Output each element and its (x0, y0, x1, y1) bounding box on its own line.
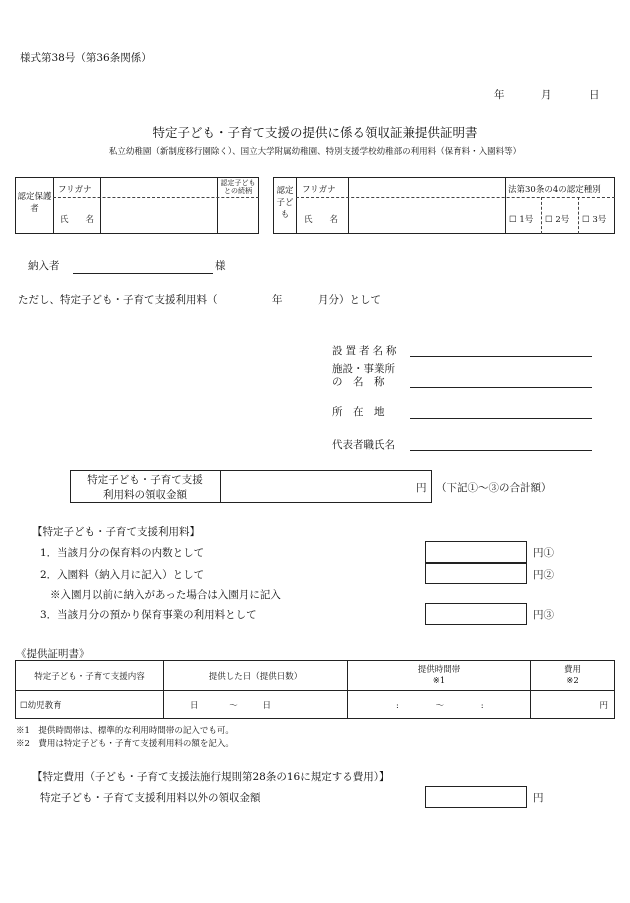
service-note-2: ※2 費用は特定子ども・子育て支援利用料の額を記入。 (16, 739, 234, 749)
guardian-name-label: 氏 名 (60, 215, 95, 225)
guardian-furigana-label: フリガナ (58, 185, 92, 195)
receipt-unit: 円 (416, 482, 427, 494)
col-time-label: 提供時間帯 (417, 664, 461, 675)
end-time-colon: : (480, 700, 484, 711)
col-time-note: ※1 (432, 675, 446, 686)
receipt-label-1: 特定子ども・子育て支援 (87, 474, 203, 486)
special-unit: 円 (533, 792, 544, 804)
days-cell[interactable] (164, 691, 348, 719)
cert-type-2-checkbox[interactable]: ☐ 2号 (545, 215, 570, 225)
time-tilde: ～ (435, 700, 445, 711)
date-month-label: 月 (541, 89, 552, 101)
fee-item-2-amount[interactable] (425, 563, 527, 584)
fee-item-3: 3．当該月分の預かり保育事業の利用料として (40, 609, 257, 621)
cost-cell[interactable] (531, 691, 615, 719)
fee-item-1-amount[interactable] (425, 541, 527, 563)
date-day-label: 日 (589, 89, 600, 101)
address-label: 所 在 地 (332, 406, 385, 418)
cost-unit: 円 (599, 700, 608, 711)
representative-field[interactable] (410, 450, 592, 451)
payer-name-field[interactable] (73, 273, 213, 274)
guardian-row-label: 認定保護者 (17, 192, 52, 214)
time-cell[interactable] (348, 691, 531, 719)
fee-item-3-unit: 円③ (533, 609, 554, 621)
service-note-1: ※1 提供時間帯は、標準的な利用時間帯の記入でも可。 (16, 726, 234, 736)
col-content-header: 特定子ども・子育て支援内容 (16, 661, 164, 691)
proviso-year: 年 (272, 294, 283, 306)
cert-type-3-checkbox[interactable]: ☐ 3号 (582, 215, 607, 225)
guardian-relation-label: 認定子どもとの続柄 (220, 179, 256, 195)
address-field[interactable] (410, 418, 592, 419)
fee-item-2-unit: 円② (533, 569, 554, 581)
payer-label: 納入者 (28, 260, 60, 272)
representative-label: 代表者職氏名 (332, 439, 395, 451)
start-time-colon: : (396, 700, 399, 711)
founder-label: 設置者名称 (332, 345, 400, 357)
service-table (15, 660, 615, 719)
fee-item-3-amount[interactable] (425, 603, 527, 625)
col-time-header (348, 661, 531, 691)
col-cost-note: ※2 (566, 675, 579, 686)
cert-type-1-checkbox[interactable]: ☐ 1号 (509, 215, 534, 225)
day-start-label: 日 (190, 700, 199, 711)
child-name-label: 氏 名 (304, 215, 339, 225)
payer-suffix: 様 (215, 260, 226, 272)
receipt-amount-field[interactable] (222, 472, 412, 500)
fee-item-1-unit: 円① (533, 547, 554, 559)
special-item: 特定子ども・子育て支援利用料以外の領収金額 (40, 792, 261, 804)
facility-label-1: 施設・事業所 (332, 363, 395, 375)
special-heading: 【特定費用（子ども・子育て支援法施行規則第28条の16に規定する費用）】 (32, 771, 390, 783)
form-number: 様式第38号（第36条関係） (20, 52, 152, 64)
document-subtitle: 私立幼稚園（新制度移行園除く）、国立大学附属幼稚園、特別支援学校幼稚部の利用料（保育料・入園料等） (108, 147, 522, 157)
facility-field[interactable] (410, 387, 592, 388)
cert-type-header: 法第30条の4の認定種別 (508, 185, 601, 195)
fee-item-2: 2．入園料（納入月に記入）として (40, 569, 205, 581)
fees-heading: 【特定子ども・子育て支援利用料】 (32, 526, 200, 538)
date-year-label: 年 (494, 89, 505, 101)
early-education-checkbox[interactable]: ☐幼児教育 (16, 691, 164, 719)
guardian-name-field[interactable] (102, 200, 216, 232)
proviso-month: 月分）として (318, 294, 381, 306)
receipt-label-2: 利用料の領収金額 (103, 489, 187, 501)
fee-item-1: 1．当該月分の保育料の内数として (40, 547, 205, 559)
proviso-prefix: ただし、特定子ども・子育て支援利用料（ (18, 294, 218, 306)
special-amount-field[interactable] (425, 786, 527, 808)
child-furigana-label: フリガナ (302, 185, 336, 195)
service-heading: 《提供証明書》 (16, 648, 90, 660)
document-title: 特定子ども・子育て支援の提供に係る領収証兼提供証明書 (152, 125, 478, 140)
child-row-label: 認定子ども (276, 186, 294, 220)
day-end-label: 日 (262, 700, 271, 711)
receipt-note: （下記①～③の合計額） (436, 482, 552, 494)
col-cost-header (531, 661, 615, 691)
col-days-header: 提供した日（提供日数） (164, 661, 348, 691)
days-tilde: ～ (229, 700, 238, 711)
fee-note: ※入園月以前に納入があった場合は入園月に記入 (50, 589, 281, 601)
facility-label-2: の 名 称 (332, 376, 385, 388)
founder-field[interactable] (410, 356, 592, 357)
col-cost-label: 費用 (563, 664, 581, 675)
